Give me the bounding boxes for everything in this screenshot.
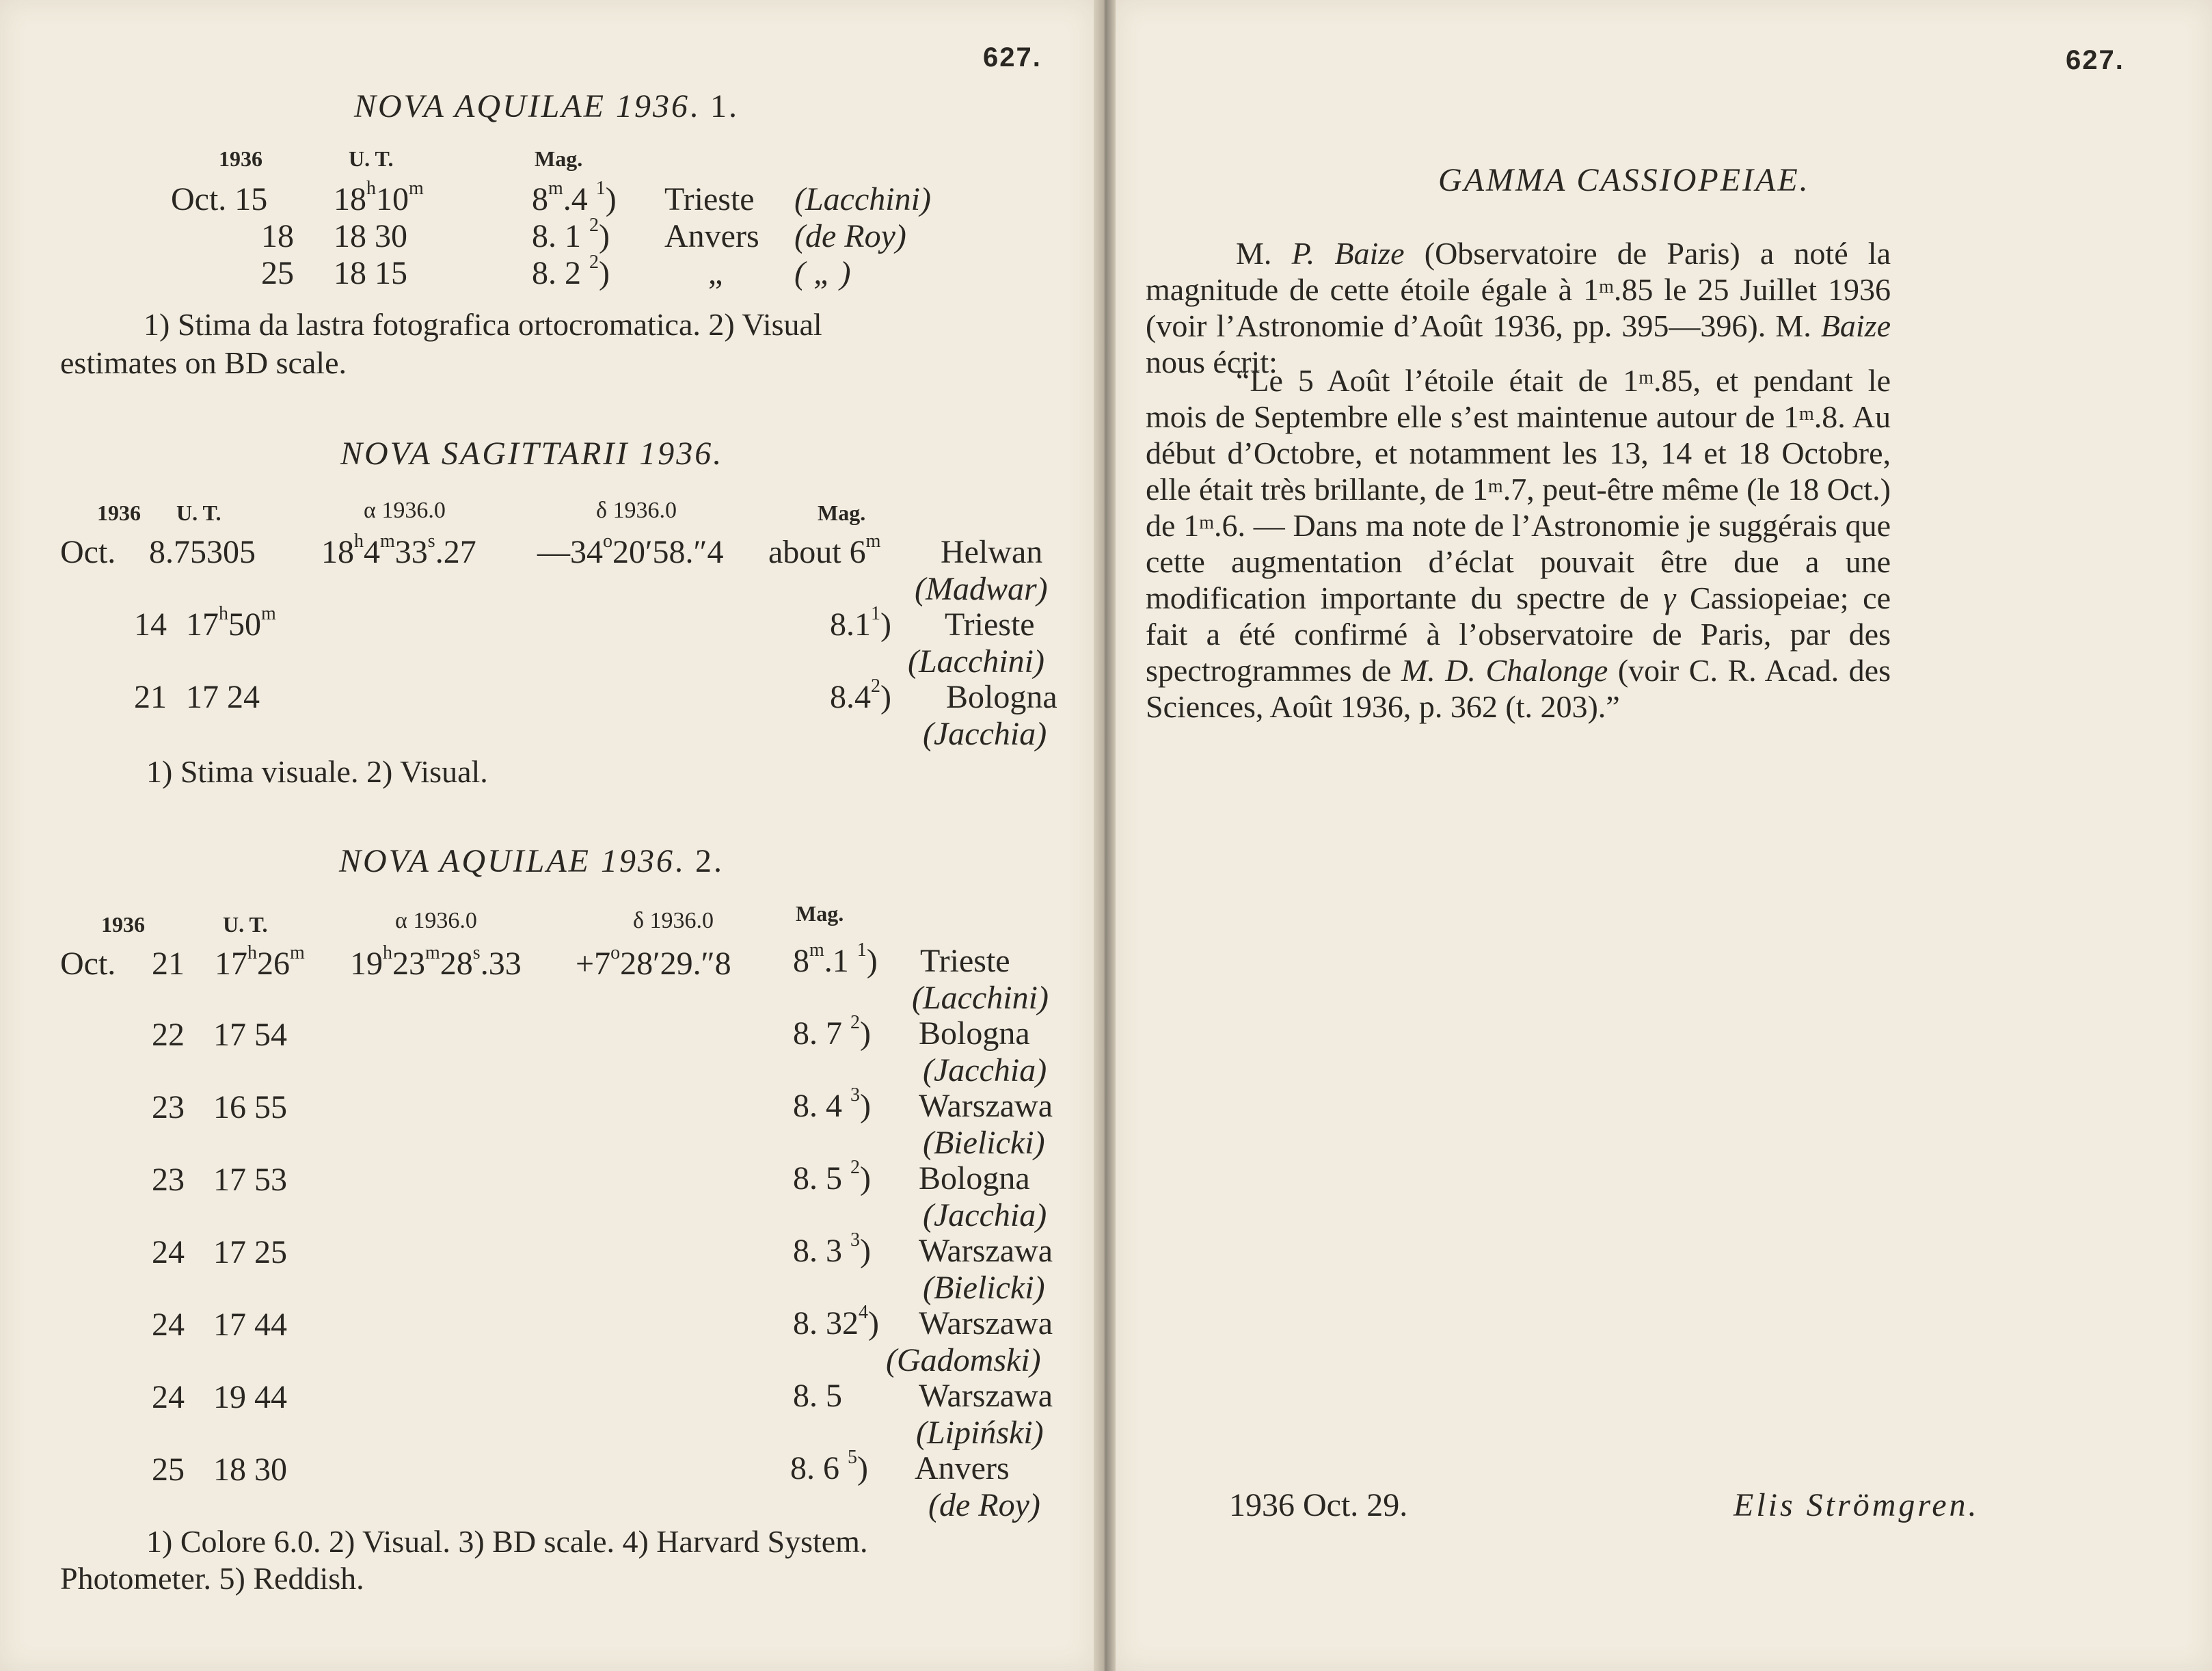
table-cell-dec: —34$^o$20′58.″4 [537,531,724,570]
table-cell-place: Anvers [915,1450,1010,1486]
page-number: 627. [2066,45,2125,75]
table-cell-mag: 8$^m$.1 $^1$) [793,939,878,979]
table-cell-place: „ [708,255,723,291]
section-title-aquilae-1: NOVA AQUILAE 1936. 1. [354,88,739,124]
table-cell-mag: $8.1^1$) [830,603,891,643]
column-header-year: 1936 [97,500,141,525]
column-header-mag: Mag. [818,500,866,525]
table-cell-observer: (Jacchia) [923,1052,1047,1088]
table-cell-ut: 18$^h$10$^m$ [334,178,424,217]
closing-date: 1936 Oct. 29. [1229,1487,1408,1523]
table-cell-mag: 8. 5 $^2$) [793,1157,871,1197]
table-cell-place: Warszawa [919,1305,1053,1341]
table-cell-mag: 8. 2 $^2$) [532,252,610,291]
right-page [1116,0,2212,1671]
table-cell-mag: 8. 3 $^3$) [793,1229,871,1269]
table-cell-ut: 17 54 [213,1017,287,1053]
table-cell-place: Helwan [941,534,1043,570]
table-cell-observer: (Bielicki) [923,1125,1045,1161]
column-header-ra: α 1936.0 [364,498,446,523]
table-cell-ut: 16 55 [213,1089,287,1125]
table-cell-place: Warszawa [919,1088,1053,1124]
body-paragraph: M. P. Baize (Observatoire de Paris) a noté la magnitude de cette étoile égale à 1$^m$.85 le 25 Juillet 1936 (voir l’Astronomie d’Août 1936, pp. 395—396). M. Baize nous écrit: [1146,236,1891,379]
table-cell-observer: (Gadomski) [886,1342,1041,1378]
table-cell-mag: 8. 1 $^2$) [532,215,610,254]
table-cell-observer: (Lipiński) [916,1415,1044,1451]
page-number: 627. [983,42,1042,72]
left-page [0,0,1094,1671]
table-cell-ra: 19$^h$23$^m$28$^s$.33 [350,942,522,982]
table-cell-mag: 8$^m$.4 $^1$) [532,178,617,217]
table-cell-day: 24 [152,1234,185,1270]
table-cell-dec: $+7^o28'29.''8$ [576,942,731,982]
table-cell-ut: 17$^h$50$^m$ [186,603,276,643]
column-header-mag: Mag. [535,146,583,171]
table-cell-mag: $8.4^2$) [830,676,891,715]
column-header-dec: δ 1936.0 [596,498,677,523]
table-cell-day: 21 [152,946,185,982]
table-cell-date: 25 [261,255,294,291]
table-cell-mag: 8. 7 $^2$) [793,1012,871,1052]
table-cell-ut: 17 24 [186,679,260,715]
table-cell-mag: about 6$^m$ [768,531,881,570]
table-cell-place: Bologna [946,679,1057,715]
table-cell-observer: ( „ ) [794,255,851,291]
table-cell-day: 24 [152,1379,185,1415]
table-cell-ut: 18 30 [334,218,407,254]
column-header-ut: U. T. [176,500,221,525]
table-cell-day: 23 [152,1162,185,1198]
table-cell-ut: 18 15 [334,255,407,291]
column-header-ut: U. T. [349,146,394,171]
footnote: 1) Stima visuale. 2) Visual. [146,754,488,789]
table-cell-ut: 18 30 [213,1452,287,1488]
table-cell-day: 22 [152,1017,185,1053]
table-cell-ut: 17 25 [213,1234,287,1270]
table-cell-observer: (Bielicki) [923,1270,1045,1306]
column-header-ut: U. T. [223,912,268,937]
table-cell-date: Oct. 15 [171,181,268,217]
footnote: estimates on BD scale. [60,345,347,380]
table-cell-day: 24 [152,1307,185,1343]
table-cell-date: 18 [261,218,294,254]
book-gutter [1094,0,1116,1671]
table-cell-mag: 8. 5 [793,1378,842,1414]
table-cell-observer: (Madwar) [915,571,1048,607]
section-title-aquilae-2: NOVA AQUILAE 1936. 2. [339,843,724,879]
table-cell-day: 25 [152,1452,185,1488]
column-header-ra: α 1936.0 [395,908,477,933]
footnote: 1) Stima da lastra fotografica ortocromatica. 2) Visual [144,307,822,342]
table-cell-date: Oct. [60,534,116,570]
table-cell-day: 23 [152,1089,185,1125]
table-cell-observer: (Lacchini) [794,181,931,217]
table-cell-ut: 8.75305 [149,534,256,570]
table-cell-place: Trieste [920,943,1010,979]
table-cell-ut: 19 44 [213,1379,287,1415]
section-title-sagittarii: NOVA SAGITTARII 1936. [340,436,724,472]
column-header-year: 1936 [219,146,262,171]
footnote: Photometer. 5) Reddish. [60,1561,364,1596]
table-cell-mag: 8. $32^4$) [793,1302,879,1341]
quoted-paragraph: “Le 5 Août l’étoile était de 1$^m$.85, et pendant le mois de Septembre elle s’est maintenue autour de 1$^m$.8. Au début d’Octobre, et notamment les 13, 14 et 18 Octobre, elle était très brillante, de 1$^m$.7, peut-être même (le 18 Oct.) de 1$^m$.6. — Dans ma note de l’Astronomie je suggérais que cette augmentation d’éclat pouvait être due a une modification importante du spectre de γ Cassiopeiae; ce fait a été confirmé à l’observatoire de Paris, par des spectrogrammes de M. D. Chalonge (voir C. R. Acad. des Sciences, Août 1936, p. 362 (t. 203).” [1146,363,1891,724]
table-cell-ut: 17 44 [213,1307,287,1343]
table-cell-place: Warszawa [919,1233,1053,1269]
table-cell-place: Bologna [919,1160,1030,1197]
column-header-dec: δ 1936.0 [633,908,714,933]
table-cell-place: Trieste [664,181,755,217]
table-cell-ra: 18$^h$4$^m$33$^s$.27 [321,531,476,570]
table-cell-date: Oct. [60,946,116,982]
table-cell-mag: 8. 6 $^5$) [790,1447,868,1486]
footnote: 1) Colore 6.0. 2) Visual. 3) BD scale. 4) Harvard System. [146,1524,868,1559]
column-header-mag: Mag. [796,901,844,926]
table-cell-date: 14 [134,606,167,643]
table-cell-observer: (de Roy) [794,218,906,254]
table-cell-ut: 17 53 [213,1162,287,1198]
table-cell-place: Warszawa [919,1378,1053,1414]
table-cell-observer: (Lacchini) [912,980,1049,1016]
column-header-year: 1936 [101,912,145,937]
table-cell-mag: 8. 4 $^3$) [793,1084,871,1124]
table-cell-observer: (Lacchini) [908,643,1044,680]
table-cell-observer: (Jacchia) [923,716,1047,752]
table-cell-place: Bologna [919,1015,1030,1052]
table-cell-date: 21 [134,679,167,715]
section-title-gamma-cassiopeiae: GAMMA CASSIOPEIAE. [1438,162,1810,198]
signature: Elis Strömgren. [1734,1487,1980,1523]
table-cell-observer: (Jacchia) [923,1197,1047,1233]
table-cell-ut: 17$^h$26$^m$ [215,942,305,982]
table-cell-place: Trieste [945,606,1035,643]
table-cell-observer: (de Roy) [928,1487,1040,1523]
table-cell-place: Anvers [664,218,759,254]
